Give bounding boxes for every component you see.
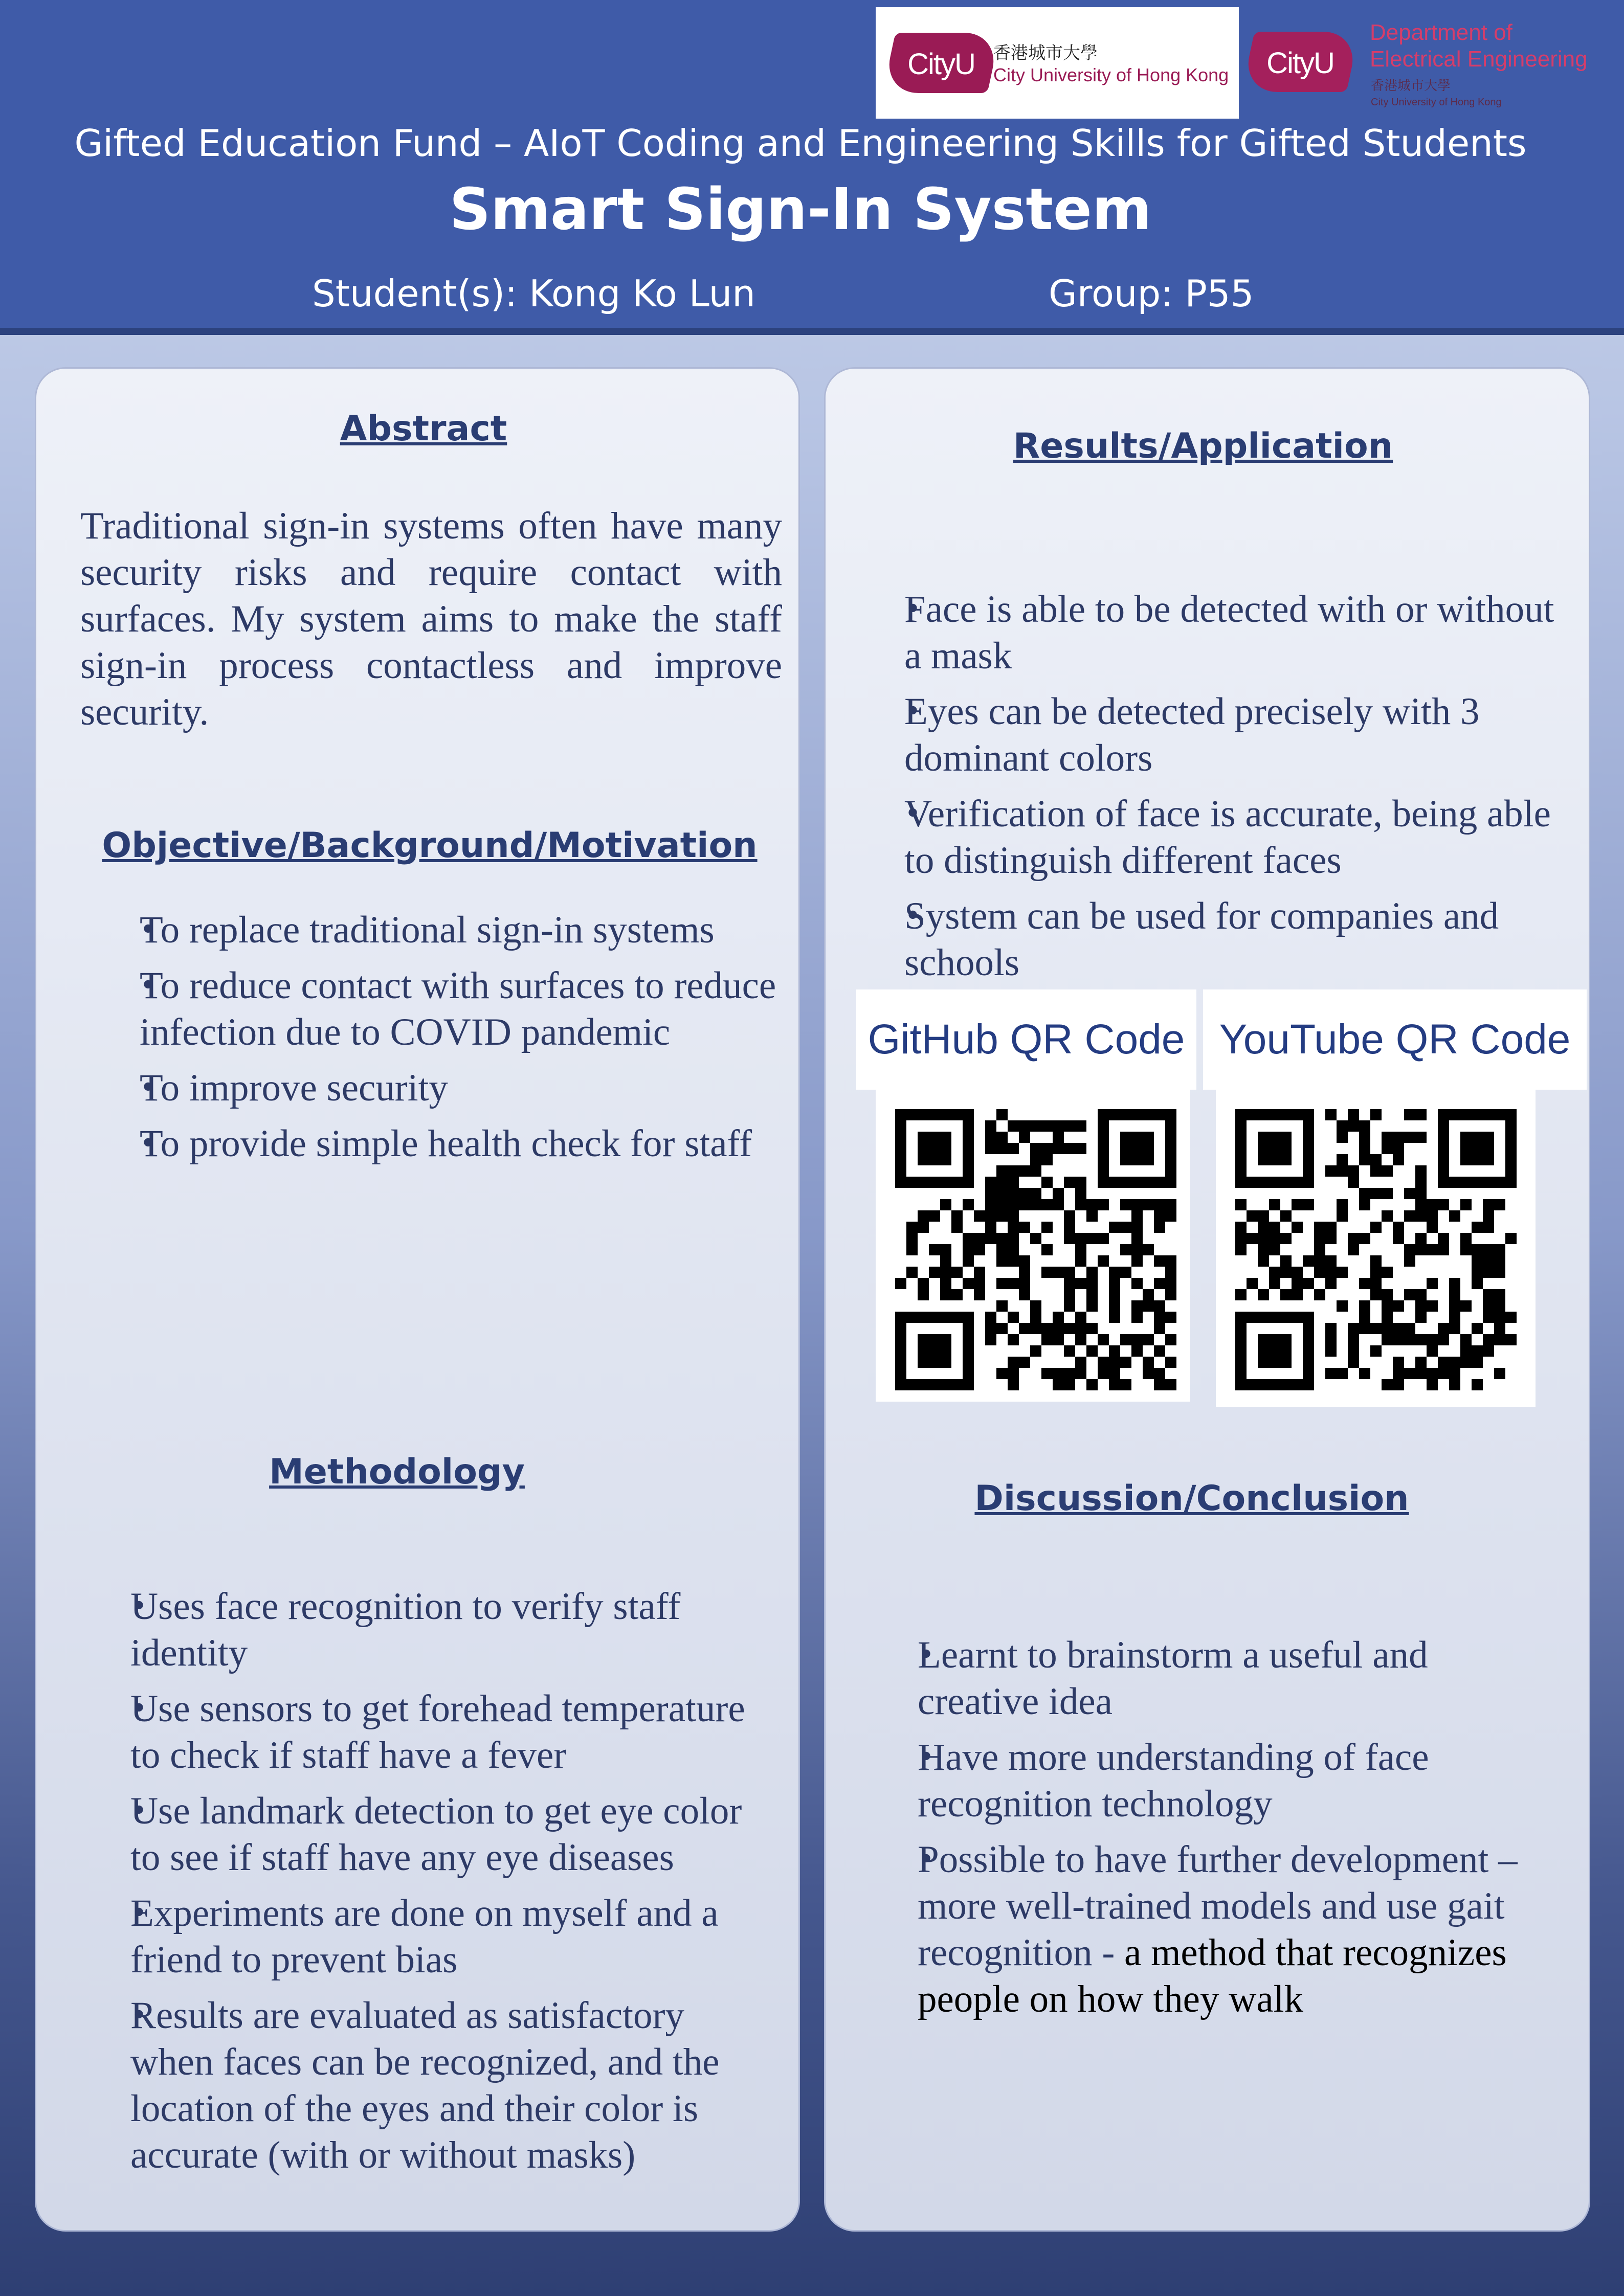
cityu-logo	[876, 7, 1239, 119]
results-heading: Results/Application	[1013, 426, 1393, 466]
methodology-heading: Methodology	[269, 1452, 525, 1492]
list-item: • Use sensors to get forehead temperature to check if staff have a fever	[83, 1685, 764, 1779]
student-names: Student(s): Kong Ko Lun	[312, 272, 755, 315]
list-item: • To replace traditional sign-in systems	[94, 907, 784, 953]
objective-list	[94, 907, 784, 1176]
department-en-small: City University of Hong Kong	[1371, 97, 1502, 108]
list-item: • Verification of face is accurate, being able to distinguish different faces	[857, 791, 1558, 884]
list-item: • Experiments are done on myself and a friend to prevent bias	[83, 1890, 764, 1983]
dept-cityu-mark-icon	[1241, 32, 1359, 92]
university-name-en: City University of Hong Kong	[993, 64, 1229, 85]
list-item: • Uses face recognition to verify staff identity	[83, 1583, 764, 1676]
left-panel	[35, 367, 800, 2232]
right-panel	[824, 367, 1590, 2232]
cityu-mark-icon	[882, 33, 1000, 93]
qr-code-icon	[876, 1090, 1190, 1402]
list-item: • Use landmark detection to get eye color to see if staff have any eye diseases	[83, 1788, 764, 1881]
department-zh: 香港城市大學	[1371, 78, 1451, 94]
list-item: • To provide simple health check for staff	[94, 1120, 784, 1167]
university-name-zh: 香港城市大學	[993, 43, 1098, 63]
youtube-qr-label: YouTube QR Code	[1203, 989, 1587, 1090]
dept-logo-abbrev: CityU	[1266, 47, 1334, 80]
list-item: • Learnt to brainstorm a useful and creative idea	[871, 1632, 1556, 1725]
group-id: Group: P55	[1049, 272, 1254, 315]
methodology-list	[83, 1583, 764, 2188]
list-item: • Have more understanding of face recognition technology	[871, 1734, 1556, 1827]
logo-abbrev: CityU	[907, 48, 975, 81]
poster-header	[0, 0, 1624, 335]
qr-code-icon	[1216, 1090, 1536, 1407]
github-qr-label: GitHub QR Code	[856, 989, 1196, 1090]
abstract-heading: Abstract	[340, 409, 507, 449]
department-line2: Electrical Engineering	[1370, 47, 1588, 72]
list-item: • Possible to have further development – more well-trained models and use gait recognition - a method that recognizes people on how they walk	[871, 1836, 1556, 2022]
poster-title: Smart Sign-In System	[449, 176, 1152, 243]
results-list	[857, 586, 1558, 995]
discussion-list	[871, 1632, 1556, 2032]
objective-heading: Objective/Background/Motivation	[102, 825, 758, 866]
github-qr-code[interactable]	[876, 1090, 1190, 1402]
department-line1: Department of	[1370, 20, 1512, 45]
department-name	[1370, 19, 1588, 73]
list-item: • To reduce contact with surfaces to reduce infection due to COVID pandemic	[94, 962, 784, 1055]
list-item: • To improve security	[94, 1065, 784, 1111]
list-item: • System can be used for companies and schools	[857, 893, 1558, 986]
youtube-qr-code[interactable]	[1216, 1090, 1536, 1407]
list-item: • Eyes can be detected precisely with 3 dominant colors	[857, 688, 1558, 781]
discussion-heading: Discussion/Conclusion	[974, 1478, 1409, 1519]
department-sub	[1371, 78, 1502, 110]
list-item: • Results are evaluated as satisfactory when faces can be recognized, and the location of the eyes and their color is accurate (with or without masks)	[83, 1992, 764, 2178]
abstract-text: Traditional sign-in systems often have many security risks and require contact with surfaces. My system aims to make the staff sign-in process contactless and improve security.	[80, 505, 782, 733]
list-item: • Face is able to be detected with or without a mask	[857, 586, 1558, 679]
program-title: Gifted Education Fund – AIoT Coding and Engineering Skills for Gifted Students	[74, 122, 1527, 165]
